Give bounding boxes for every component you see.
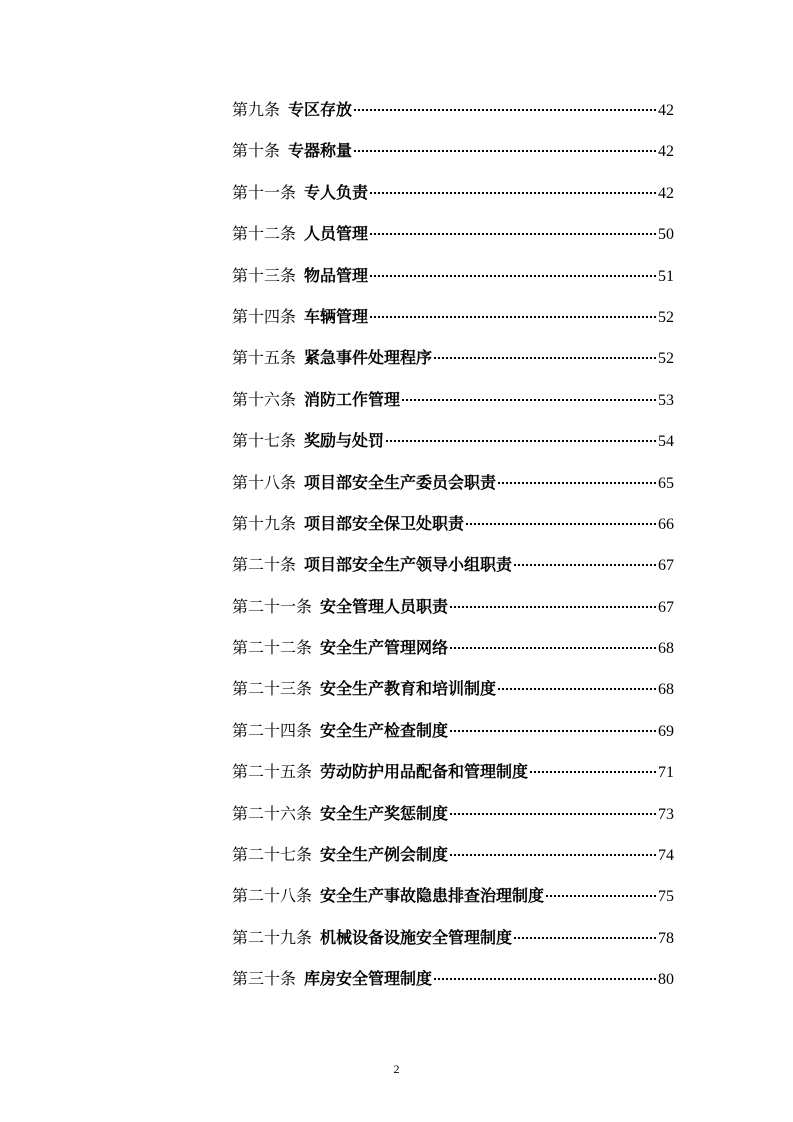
dot-leader bbox=[370, 233, 656, 235]
dot-leader bbox=[450, 606, 656, 608]
article-number: 第十六条 bbox=[232, 389, 297, 409]
article-number: 第二十四条 bbox=[232, 720, 313, 740]
dot-leader bbox=[434, 357, 656, 359]
article-title: 消防工作管理 bbox=[304, 389, 401, 409]
page-ref: 52 bbox=[658, 308, 674, 326]
article-title: 安全生产事故隐患排查治理制度 bbox=[320, 886, 545, 906]
page-ref: 66 bbox=[658, 515, 674, 533]
toc-entry[interactable] bbox=[232, 593, 674, 634]
dot-leader bbox=[354, 109, 656, 111]
article-title: 安全生产奖惩制度 bbox=[320, 803, 449, 823]
toc-entry[interactable] bbox=[232, 469, 674, 510]
article-number: 第十二条 bbox=[232, 224, 297, 244]
dot-leader bbox=[514, 564, 656, 566]
page-ref: 75 bbox=[658, 888, 674, 906]
article-title: 项目部安全保卫处职责 bbox=[304, 513, 465, 533]
dot-leader bbox=[514, 937, 656, 939]
page-ref: 52 bbox=[658, 350, 674, 368]
article-number: 第二十九条 bbox=[232, 927, 313, 947]
toc-entry[interactable] bbox=[232, 965, 674, 1006]
article-title: 物品管理 bbox=[304, 265, 369, 285]
page-number: 2 bbox=[393, 1062, 400, 1076]
toc-entry[interactable] bbox=[232, 882, 674, 923]
article-number: 第二十三条 bbox=[232, 679, 313, 699]
article-title: 安全生产检查制度 bbox=[320, 720, 449, 740]
article-number: 第十九条 bbox=[232, 513, 297, 533]
dot-leader bbox=[466, 523, 656, 525]
page-ref: 68 bbox=[658, 640, 674, 658]
article-title: 库房安全管理制度 bbox=[304, 969, 433, 989]
toc-entry[interactable] bbox=[232, 675, 674, 716]
article-title: 专器称量 bbox=[288, 141, 353, 161]
table-of-contents bbox=[232, 96, 674, 1007]
article-title: 项目部安全生产领导小组职责 bbox=[304, 555, 513, 575]
page-ref: 65 bbox=[658, 474, 674, 492]
page-ref: 68 bbox=[658, 681, 674, 699]
article-number: 第二十六条 bbox=[232, 803, 313, 823]
article-title: 机械设备设施安全管理制度 bbox=[320, 927, 513, 947]
page-ref: 74 bbox=[658, 847, 674, 865]
page-ref: 78 bbox=[658, 929, 674, 947]
page-ref: 53 bbox=[658, 391, 674, 409]
dot-leader bbox=[434, 978, 656, 980]
article-number: 第二十条 bbox=[232, 555, 297, 575]
page-ref: 50 bbox=[658, 226, 674, 244]
toc-entry[interactable] bbox=[232, 303, 674, 344]
toc-entry[interactable] bbox=[232, 386, 674, 427]
article-number: 第十条 bbox=[232, 141, 281, 161]
article-title: 专区存放 bbox=[288, 100, 353, 119]
article-title: 奖励与处罚 bbox=[304, 431, 385, 451]
dot-leader bbox=[370, 316, 656, 318]
toc-entry[interactable] bbox=[232, 96, 674, 137]
page-ref: 67 bbox=[658, 557, 674, 575]
article-number: 第九条 bbox=[232, 100, 281, 119]
dot-leader bbox=[354, 150, 656, 152]
page-ref: 42 bbox=[658, 102, 674, 119]
article-number: 第二十七条 bbox=[232, 845, 313, 865]
article-title: 安全管理人员职责 bbox=[320, 596, 449, 616]
toc-entry[interactable] bbox=[232, 924, 674, 965]
page-ref: 71 bbox=[658, 764, 674, 782]
article-title: 车辆管理 bbox=[304, 306, 369, 326]
dot-leader bbox=[530, 771, 656, 773]
toc-entry[interactable] bbox=[232, 427, 674, 468]
page-ref: 42 bbox=[658, 143, 674, 161]
dot-leader bbox=[450, 730, 656, 732]
article-number: 第二十二条 bbox=[232, 638, 313, 658]
article-title: 安全生产管理网络 bbox=[320, 638, 449, 658]
toc-entry[interactable] bbox=[232, 510, 674, 551]
article-number: 第二十一条 bbox=[232, 596, 313, 616]
dot-leader bbox=[386, 440, 656, 442]
toc-entry[interactable] bbox=[232, 634, 674, 675]
dot-leader bbox=[370, 275, 656, 277]
toc-entry[interactable] bbox=[232, 800, 674, 841]
dot-leader bbox=[546, 895, 656, 897]
page-ref: 69 bbox=[658, 722, 674, 740]
dot-leader bbox=[370, 192, 656, 194]
article-number: 第三十条 bbox=[232, 969, 297, 989]
toc-entry[interactable] bbox=[232, 262, 674, 303]
toc-entry[interactable] bbox=[232, 551, 674, 592]
article-number: 第二十五条 bbox=[232, 762, 313, 782]
article-number: 第二十八条 bbox=[232, 886, 313, 906]
toc-entry[interactable] bbox=[232, 179, 674, 220]
article-title: 安全生产例会制度 bbox=[320, 845, 449, 865]
toc-entry[interactable] bbox=[232, 344, 674, 385]
dot-leader bbox=[450, 854, 656, 856]
dot-leader bbox=[450, 647, 656, 649]
dot-leader bbox=[498, 688, 656, 690]
article-number: 第十八条 bbox=[232, 472, 297, 492]
toc-entry[interactable] bbox=[232, 841, 674, 882]
article-number: 第十三条 bbox=[232, 265, 297, 285]
page-ref: 67 bbox=[658, 598, 674, 616]
toc-entry[interactable] bbox=[232, 220, 674, 261]
article-title: 紧急事件处理程序 bbox=[304, 348, 433, 368]
article-title: 项目部安全生产委员会职责 bbox=[304, 472, 497, 492]
article-number: 第十五条 bbox=[232, 348, 297, 368]
article-number: 第十四条 bbox=[232, 306, 297, 326]
dot-leader bbox=[450, 813, 656, 815]
article-title: 人员管理 bbox=[304, 224, 369, 244]
page-ref: 73 bbox=[658, 805, 674, 823]
article-number: 第十一条 bbox=[232, 182, 297, 202]
dot-leader bbox=[402, 399, 656, 401]
article-title: 专人负责 bbox=[304, 182, 369, 202]
article-number: 第十七条 bbox=[232, 431, 297, 451]
page-ref: 42 bbox=[658, 184, 674, 202]
page-ref: 54 bbox=[658, 433, 674, 451]
page-ref: 80 bbox=[658, 971, 674, 989]
toc-entry[interactable] bbox=[232, 717, 674, 758]
dot-leader bbox=[498, 482, 656, 484]
toc-entry[interactable] bbox=[232, 758, 674, 799]
page-ref: 51 bbox=[658, 267, 674, 285]
toc-entry[interactable] bbox=[232, 137, 674, 178]
article-title: 安全生产教育和培训制度 bbox=[320, 679, 497, 699]
article-title: 劳动防护用品配备和管理制度 bbox=[320, 762, 529, 782]
